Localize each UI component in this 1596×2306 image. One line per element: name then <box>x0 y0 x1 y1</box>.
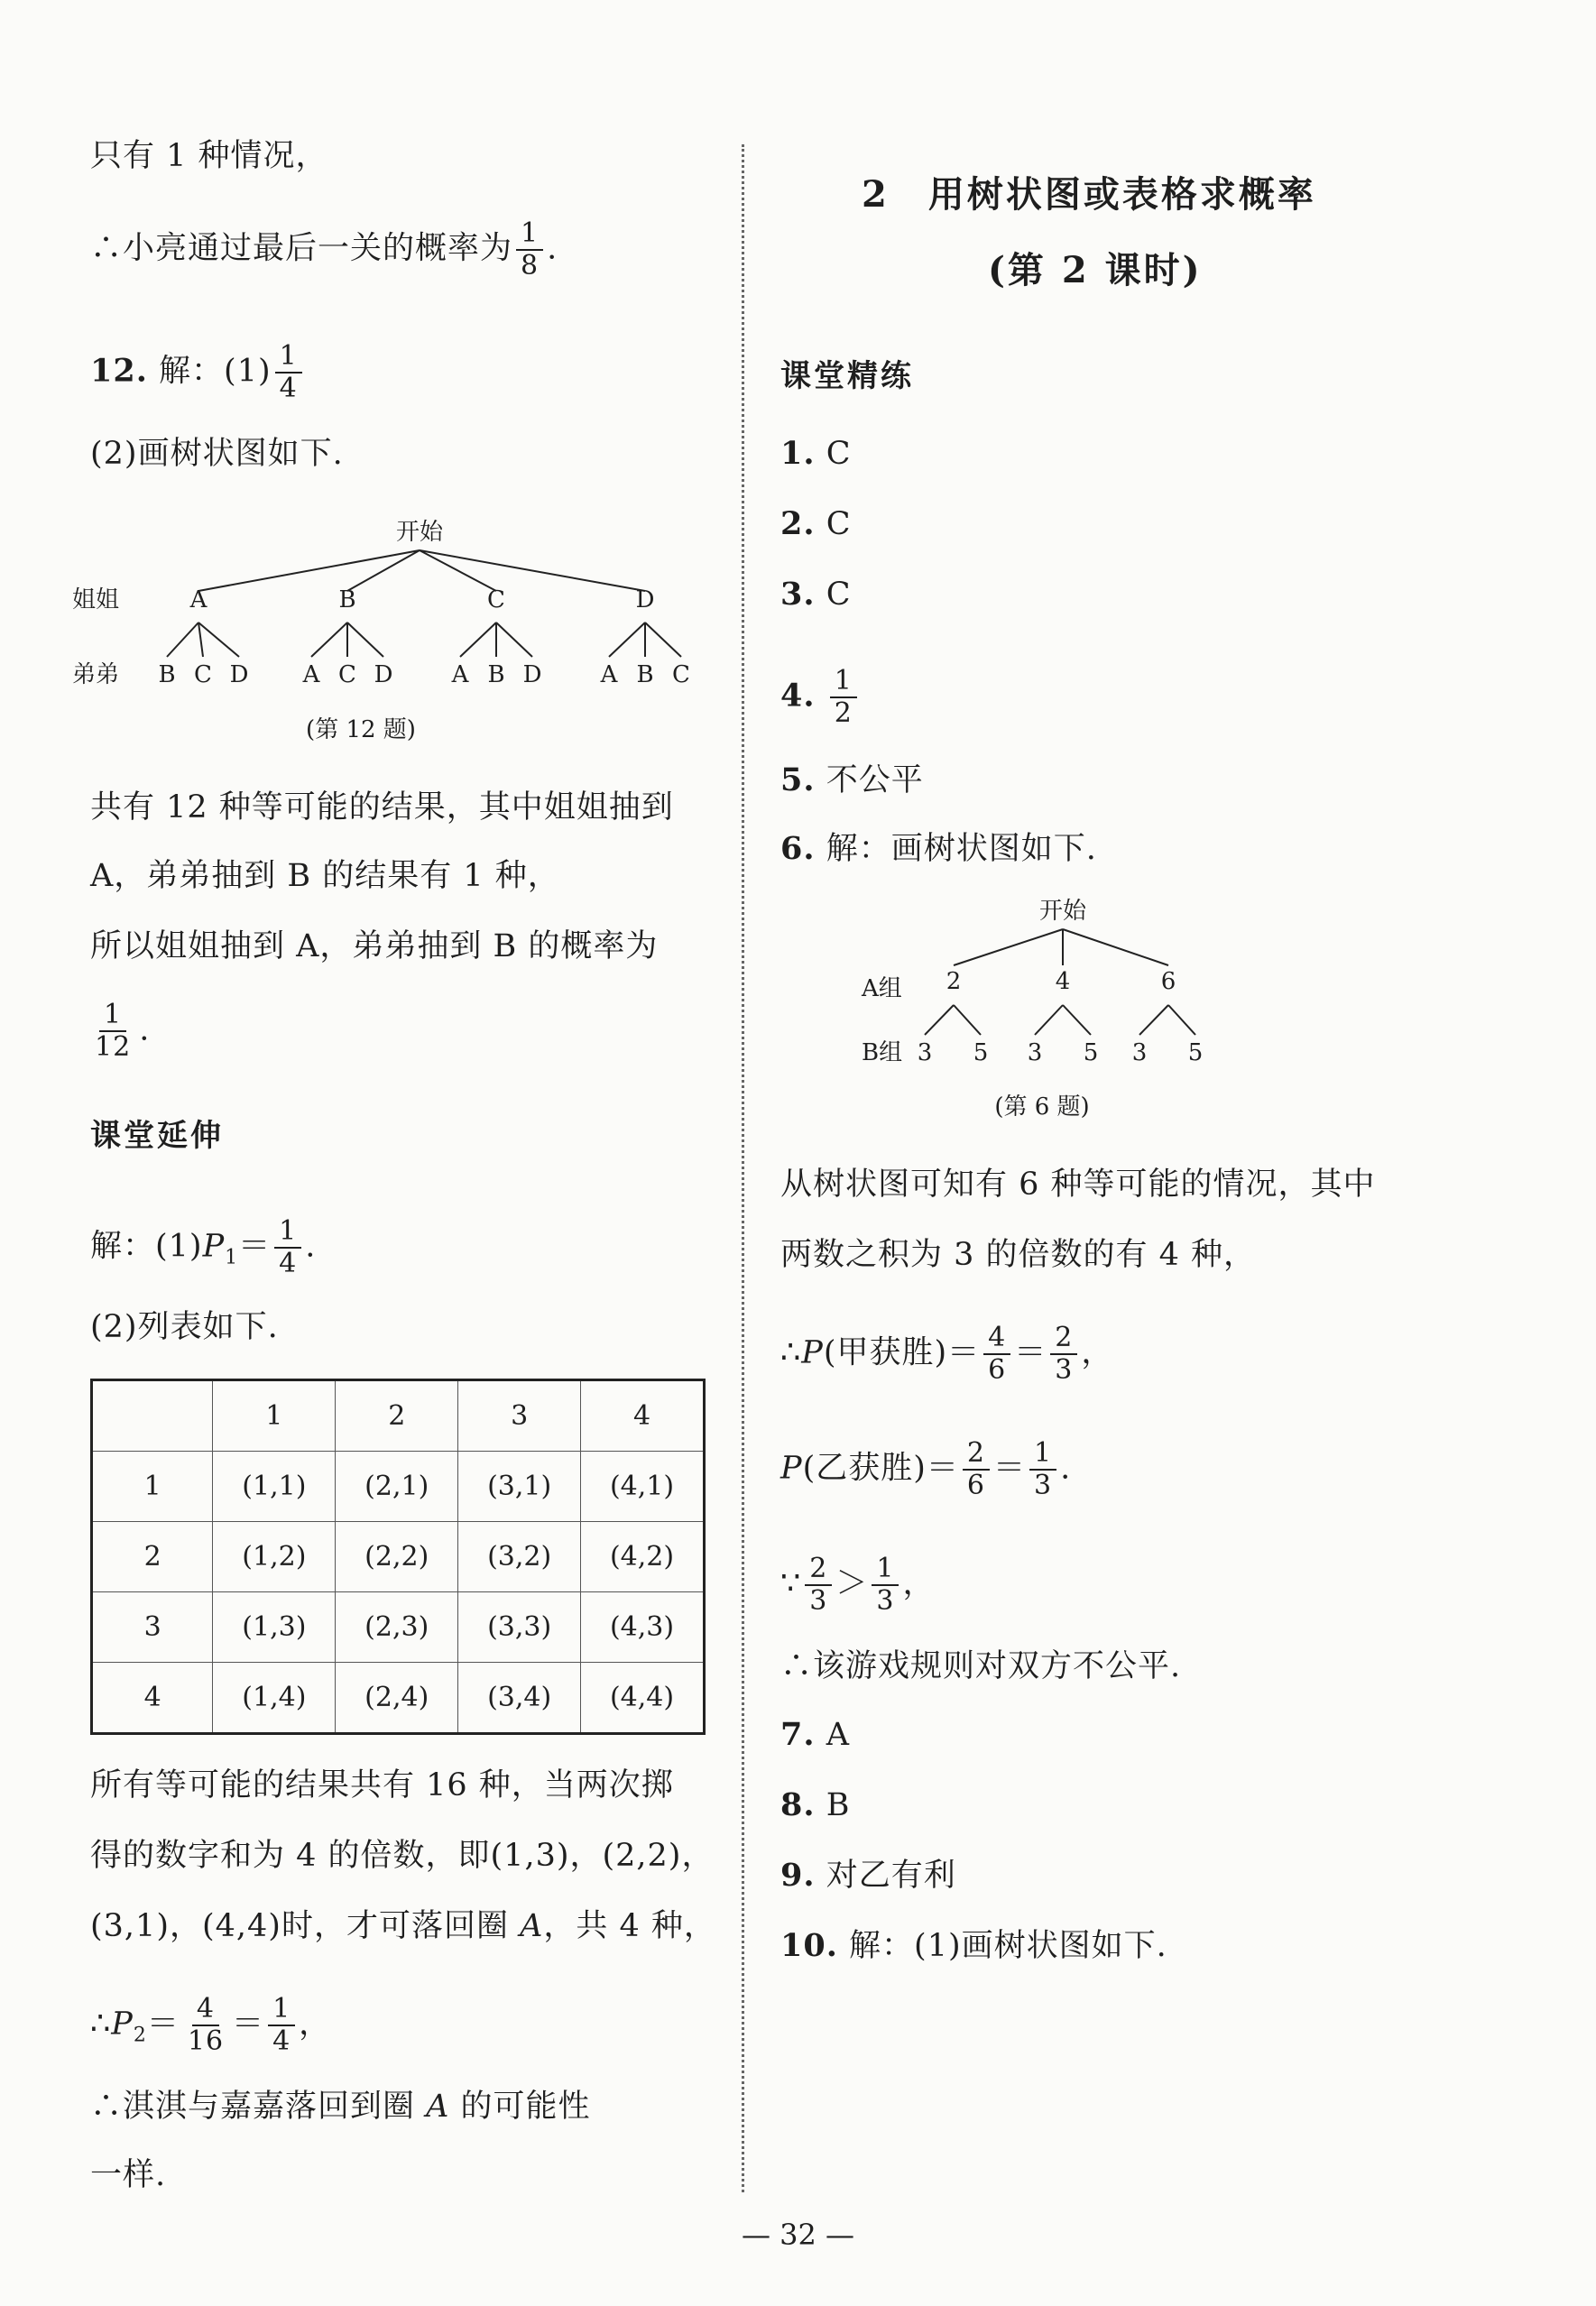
fraction <box>983 1323 1010 1386</box>
denominator: 2 <box>834 697 853 729</box>
answer-item <box>780 828 1097 870</box>
table-cell: 1 <box>213 1380 336 1452</box>
table-cell: (4,4) <box>581 1663 705 1734</box>
table-cell: (3,2) <box>458 1522 581 1592</box>
text-span: ， <box>902 1565 936 1602</box>
text-span: ∴小亮通过最后一关的概率为 <box>90 230 513 267</box>
question-number: 10. <box>780 1927 838 1964</box>
tree-leaf: 3 <box>1131 1039 1148 1066</box>
text-span: ∴淇淇与嘉嘉落回到圈 <box>90 2089 427 2125</box>
denominator: 4 <box>279 373 298 404</box>
fraction <box>1050 1323 1077 1386</box>
answer-item <box>780 666 861 729</box>
question-number: 1. <box>780 435 816 472</box>
text-line: (2)画树状图如下. <box>90 436 344 472</box>
answer-text: 解：(1)画树状图如下. <box>849 1928 1167 1964</box>
text-line <box>90 1000 150 1063</box>
text-span: . <box>1060 1450 1072 1487</box>
tree-leaf: B <box>487 661 505 688</box>
answer-text: 对乙有利 <box>826 1858 956 1894</box>
answer-text: 解：画树状图如下. <box>826 831 1097 867</box>
question-number: 7. <box>780 1716 816 1753</box>
numerator: 2 <box>963 1438 990 1471</box>
fraction <box>274 1216 301 1279</box>
answer-text: C <box>826 436 852 472</box>
denominator: 4 <box>279 1248 298 1279</box>
text-line <box>90 1905 716 1947</box>
answer-item <box>780 760 924 801</box>
table-cell: 3 <box>92 1592 213 1663</box>
table-cell: (4,3) <box>581 1592 705 1663</box>
text-span: . <box>305 1228 317 1265</box>
table-cell: (3,1) <box>458 1452 581 1522</box>
denominator: 12 <box>95 1031 132 1063</box>
text-span: ＝ <box>992 1450 1026 1487</box>
table-cell: 3 <box>458 1380 581 1452</box>
tree-root: 开始 <box>395 519 444 546</box>
math-var: A <box>520 1908 544 1944</box>
tree-leaf: B <box>636 661 654 688</box>
text-line <box>90 1994 331 2057</box>
text-line <box>780 1438 1071 1501</box>
question-number: 6. <box>780 830 816 867</box>
text-line: 得的数字和为 4 的倍数，即(1,3)，(2,2)， <box>90 1838 715 1874</box>
answer-text: C <box>826 576 852 613</box>
numerator: 1 <box>872 1554 899 1586</box>
text-span: ＝ <box>146 2006 180 2043</box>
tree-leaf: C <box>338 661 356 688</box>
question-number: 2. <box>780 505 816 542</box>
tree-node: 2 <box>946 968 962 995</box>
tree-leaf: C <box>672 661 690 688</box>
table-row <box>92 1452 705 1522</box>
outcome-table <box>90 1379 706 1735</box>
text-span: (乙获胜) <box>802 1450 927 1487</box>
denominator: 3 <box>809 1585 828 1617</box>
answer-text: C <box>826 506 852 542</box>
section-heading: 课堂延伸 <box>90 1118 224 1154</box>
tree-leaf: A <box>600 661 618 688</box>
text-span: (甲获胜) <box>823 1334 948 1371</box>
question-number: 5. <box>780 761 816 798</box>
tree-leaf: 5 <box>1187 1039 1204 1066</box>
tree-leaf: 5 <box>1083 1039 1099 1066</box>
text-line: 一样. <box>90 2157 167 2193</box>
text-span: ＝ <box>232 2006 265 2043</box>
text-line <box>90 1216 316 1279</box>
numerator: 1 <box>516 218 543 251</box>
column-divider <box>742 144 744 2192</box>
fraction <box>830 666 857 729</box>
tree-leaf: A <box>302 661 320 688</box>
math-var: A <box>426 2089 450 2125</box>
tree-node: B <box>338 586 356 613</box>
subscript: 1 <box>225 1246 239 1269</box>
tree-leaf: A <box>451 661 469 688</box>
table-cell: 2 <box>336 1380 458 1452</box>
numerator: 1 <box>1029 1438 1056 1471</box>
lesson-title: 2 用树状图或表格求概率 <box>862 173 1316 216</box>
text-span: 解：(1) <box>90 1228 203 1265</box>
fraction <box>516 218 543 281</box>
denominator: 16 <box>187 2025 225 2057</box>
text-span: . <box>547 230 558 267</box>
tree-diagram-6 <box>862 895 1222 1130</box>
answer-text: B <box>826 1787 851 1823</box>
numerator: 4 <box>983 1323 1010 1355</box>
table-row <box>92 1663 705 1734</box>
question-number: 3. <box>780 576 816 613</box>
table-header-row <box>92 1380 705 1452</box>
table-cell: (1,1) <box>213 1452 336 1522</box>
tree-node: D <box>635 586 655 613</box>
table-cell: (2,3) <box>336 1592 458 1663</box>
tree-leaf: C <box>194 661 212 688</box>
math-var: P <box>801 1334 824 1371</box>
tree-leaf: B <box>158 661 176 688</box>
table-cell: (4,1) <box>581 1452 705 1522</box>
table-cell: (1,4) <box>213 1663 336 1734</box>
numerator: 1 <box>268 1994 295 2026</box>
text-line: 两数之积为 3 的倍数的有 4 种， <box>780 1237 1257 1273</box>
text-span: ＝ <box>947 1334 981 1371</box>
answer-text: 不公平 <box>826 762 924 798</box>
fraction <box>268 1994 295 2057</box>
numerator: 1 <box>99 1000 126 1032</box>
answer-item <box>780 1785 850 1826</box>
answer-item <box>780 503 851 545</box>
text-span: ，共 4 种， <box>543 1908 716 1944</box>
table-cell: (1,2) <box>213 1522 336 1592</box>
denominator: 8 <box>521 250 540 281</box>
table-cell: 2 <box>92 1522 213 1592</box>
tree-row-label: 弟弟 <box>72 661 120 688</box>
text-line <box>90 218 558 281</box>
figure-caption: (第 6 题) <box>994 1093 1090 1121</box>
tree-leaf: 3 <box>917 1039 933 1066</box>
text-span: ＝ <box>926 1450 959 1487</box>
table-cell: (2,1) <box>336 1452 458 1522</box>
numerator: 2 <box>1050 1323 1077 1355</box>
text-line <box>780 1554 936 1617</box>
numerator: 1 <box>830 666 857 698</box>
text-span: ， <box>1081 1334 1114 1371</box>
question-number: 12. <box>90 352 148 390</box>
denominator: 6 <box>988 1354 1007 1386</box>
text-span: ＞ <box>835 1565 869 1602</box>
fraction <box>1029 1438 1056 1501</box>
question-number: 8. <box>780 1786 816 1823</box>
table-cell: (1,3) <box>213 1592 336 1663</box>
tree-leaf: 3 <box>1027 1039 1043 1066</box>
tree-row-label: B组 <box>862 1039 903 1066</box>
answer-item <box>780 574 851 615</box>
text-span: (3,1)，(4,4)时，才可落回圈 <box>90 1908 521 1944</box>
tree-node: 6 <box>1160 968 1176 995</box>
text-line: 所有等可能的结果共有 16 种，当两次掷 <box>90 1767 674 1803</box>
text-line: A，弟弟抽到 B 的结果有 1 种， <box>90 858 560 894</box>
answer-item <box>780 433 851 475</box>
tree-row-label: A组 <box>862 975 902 1002</box>
table-cell <box>92 1380 213 1452</box>
question-number: 4. <box>780 677 816 715</box>
fraction <box>805 1554 832 1617</box>
numerator: 4 <box>192 1994 219 2026</box>
answer-item <box>780 1714 850 1756</box>
lesson-subtitle: (第 2 课时) <box>988 249 1203 291</box>
text-line: 从树状图可知有 6 种等可能的情况，其中 <box>780 1167 1376 1203</box>
math-var: P <box>780 1450 803 1487</box>
tree-node: 4 <box>1055 968 1071 995</box>
text-line: 只有 1 种情况， <box>90 138 328 174</box>
denominator: 3 <box>1055 1354 1074 1386</box>
denominator: 4 <box>272 2025 291 2057</box>
text-span: ∵ <box>780 1565 802 1602</box>
text-span: ∴ <box>780 1334 802 1371</box>
tree-leaf: D <box>374 661 393 688</box>
table-cell: 1 <box>92 1452 213 1522</box>
answer-item <box>780 1925 1167 1967</box>
table-cell: (3,4) <box>458 1663 581 1734</box>
denominator: 3 <box>1034 1470 1053 1501</box>
text-span: . <box>139 1011 151 1048</box>
text-line: ∴该游戏规则对双方不公平. <box>780 1648 1182 1684</box>
numerator: 1 <box>275 341 302 374</box>
numerator: 1 <box>274 1216 301 1249</box>
math-var: P <box>111 2006 134 2043</box>
table-cell: (2,4) <box>336 1663 458 1734</box>
tree-node: C <box>487 586 505 613</box>
page-number: — 32 — <box>741 2218 855 2252</box>
tree-leaf: 5 <box>973 1039 989 1066</box>
math-var: P <box>202 1228 226 1265</box>
answer-item <box>780 1855 956 1896</box>
fraction <box>872 1554 899 1617</box>
tree-leaf: D <box>229 661 249 688</box>
fraction <box>90 1000 135 1063</box>
section-heading: 课堂精练 <box>780 358 914 394</box>
table-cell: (4,2) <box>581 1522 705 1592</box>
answer-text: A <box>826 1717 850 1753</box>
table-row <box>92 1592 705 1663</box>
tree-row-label: 姐姐 <box>72 586 120 613</box>
text-line: 共有 12 种等可能的结果，其中姐姐抽到 <box>90 789 674 826</box>
text-line: (2)列表如下. <box>90 1309 279 1345</box>
tree-diagram-12 <box>72 505 740 749</box>
tree-leaf: D <box>522 661 542 688</box>
text-line <box>780 1323 1113 1386</box>
subscript: 2 <box>133 2024 147 2047</box>
text-span: ， <box>299 2006 332 2043</box>
text-span: ＝ <box>238 1228 272 1265</box>
fraction <box>183 1994 228 2057</box>
denominator: 6 <box>966 1470 985 1501</box>
text-span: ＝ <box>1014 1334 1047 1371</box>
text-span: ∴ <box>90 2006 112 2043</box>
table-row <box>92 1522 705 1592</box>
numerator: 2 <box>805 1554 832 1586</box>
table-cell: 4 <box>581 1380 705 1452</box>
tree-node: A <box>189 586 208 613</box>
text-line <box>90 2086 591 2127</box>
text-line: 所以姐姐抽到 A，弟弟抽到 B 的概率为 <box>90 928 659 964</box>
table-cell: (2,2) <box>336 1522 458 1592</box>
fraction <box>275 341 302 404</box>
fraction <box>963 1438 990 1501</box>
text-span: 的可能性 <box>449 2089 591 2125</box>
question-number: 9. <box>780 1857 816 1894</box>
question-12 <box>90 341 306 404</box>
text-span: 解：(1) <box>159 353 272 390</box>
table-cell: 4 <box>92 1663 213 1734</box>
table-cell: (3,3) <box>458 1592 581 1663</box>
figure-caption: (第 12 题) <box>306 716 416 743</box>
tree-root: 开始 <box>1038 898 1087 925</box>
denominator: 3 <box>876 1585 895 1617</box>
